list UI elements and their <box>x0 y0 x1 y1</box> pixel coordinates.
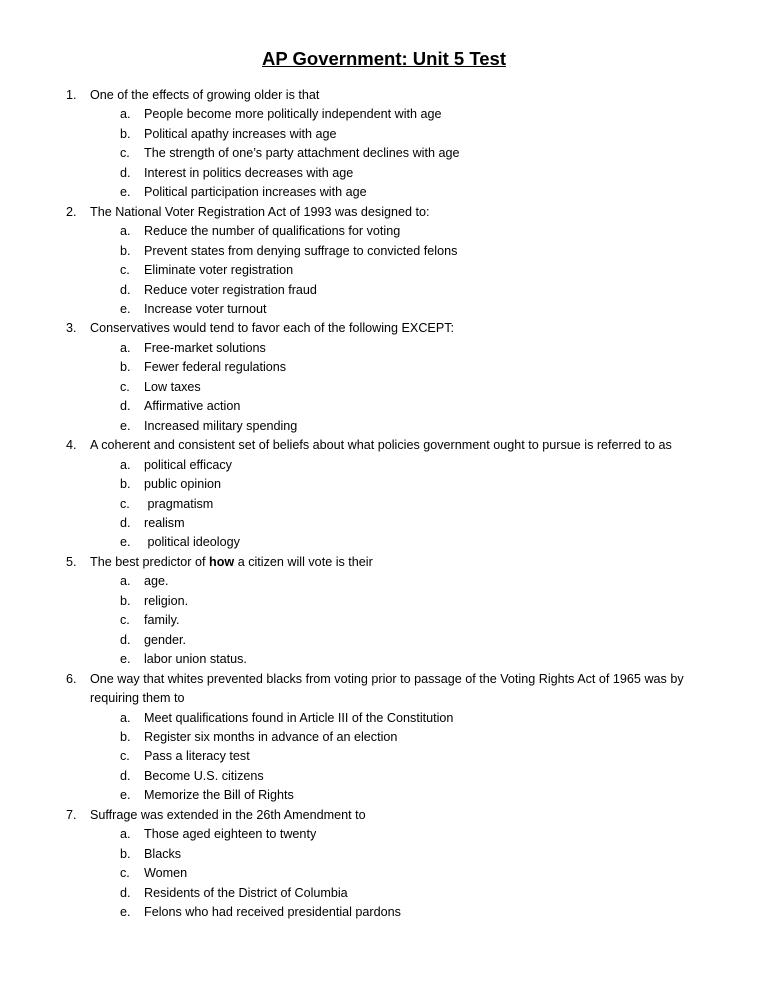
answer-choice <box>120 358 726 377</box>
question-number: 1. <box>66 88 77 102</box>
question-number: 6. <box>66 671 77 686</box>
choice-letter: d. <box>120 768 131 783</box>
choice-text: Register six months in advance of an election <box>144 729 398 744</box>
choice-letter: b. <box>120 846 131 861</box>
question-stem <box>66 86 726 105</box>
choice-text: Interest in politics decreases with age <box>144 165 354 180</box>
choice-text: labor union status. <box>144 652 247 667</box>
choice-text: Felons who had received presidential pardons <box>144 905 401 920</box>
choice-letter: e. <box>120 652 131 667</box>
question-text-emphasis: how <box>209 554 235 569</box>
answer-choices <box>66 222 726 319</box>
choice-letter: b. <box>120 593 131 608</box>
choice-text: Increase voter turnout <box>144 301 267 316</box>
answer-choice <box>120 222 726 241</box>
answer-choice <box>120 125 726 144</box>
answer-choice <box>120 514 726 533</box>
choice-text: Political apathy increases with age <box>144 126 337 141</box>
choice-text: political ideology <box>144 535 240 550</box>
answer-choice <box>120 767 726 786</box>
choice-letter: e. <box>120 788 131 803</box>
answer-choice <box>120 631 726 650</box>
question-stem <box>66 203 726 222</box>
choice-letter: b. <box>120 243 131 258</box>
choice-letter: c. <box>120 613 130 628</box>
choice-letter: c. <box>120 146 130 161</box>
question-5 <box>66 553 726 670</box>
page-title: AP Government: Unit 5 Test <box>262 48 506 69</box>
answer-choice <box>120 845 726 864</box>
choice-letter: d. <box>120 399 131 414</box>
choice-text: Affirmative action <box>144 399 241 414</box>
answer-choice <box>120 747 726 766</box>
answer-choice <box>120 495 726 514</box>
question-text-part: The best predictor of <box>90 554 210 569</box>
answer-choice <box>120 242 726 261</box>
answer-choice <box>120 825 726 844</box>
answer-choices <box>66 709 726 806</box>
choice-text: public opinion <box>144 477 222 492</box>
question-stem <box>66 436 726 455</box>
choice-text: pragmatism <box>144 496 214 511</box>
question-stem <box>66 670 726 709</box>
choice-text: Reduce voter registration fraud <box>144 282 317 297</box>
choice-text: Meet qualifications found in Article III of the Constitution <box>144 710 454 725</box>
choice-letter: c. <box>120 379 130 394</box>
answer-choice <box>120 456 726 475</box>
answer-choices <box>66 456 726 553</box>
answer-choice <box>120 475 726 494</box>
answer-choice <box>120 378 726 397</box>
answer-choice <box>120 281 726 300</box>
answer-choices <box>66 105 726 202</box>
choice-text: Those aged eighteen to twenty <box>144 827 317 842</box>
answer-choice <box>120 728 726 747</box>
choice-text: family. <box>144 613 180 628</box>
choice-letter: a. <box>120 827 131 842</box>
choice-letter: c. <box>120 263 130 278</box>
choice-text: Eliminate voter registration <box>144 263 294 278</box>
choice-letter: d. <box>120 632 131 647</box>
choice-letter: a. <box>120 574 131 589</box>
answer-choice <box>120 339 726 358</box>
choice-letter: b. <box>120 729 131 744</box>
answer-choice <box>120 105 726 124</box>
answer-choice <box>120 786 726 805</box>
choice-text: Pass a literacy test <box>144 749 250 764</box>
choice-letter: e. <box>120 905 131 920</box>
answer-choice <box>120 709 726 728</box>
question-number: 2. <box>66 204 77 219</box>
question-number: 4. <box>66 438 77 453</box>
choice-letter: d. <box>120 515 131 530</box>
choice-letter: b. <box>120 126 131 141</box>
choice-letter: c. <box>120 496 130 511</box>
answer-choice <box>120 650 726 669</box>
question-4 <box>66 436 726 553</box>
choice-letter: a. <box>120 457 131 472</box>
question-7 <box>66 806 726 923</box>
question-stem <box>66 553 726 572</box>
question-text <box>90 553 726 572</box>
choice-text: realism <box>144 515 185 530</box>
question-text-part: a citizen will vote is their <box>234 554 373 569</box>
choice-text: People become more politically independent with age <box>144 107 442 122</box>
question-list <box>66 86 726 922</box>
choice-letter: c. <box>120 749 130 764</box>
choice-text: gender. <box>144 632 187 647</box>
answer-choice <box>120 183 726 202</box>
choice-text: The strength of one’s party attachment declines with age <box>144 146 460 161</box>
question-number: 5. <box>66 554 77 569</box>
choice-letter: c. <box>120 866 130 881</box>
question-stem <box>66 806 726 825</box>
answer-choice <box>120 572 726 591</box>
answer-choice <box>120 397 726 416</box>
question-1 <box>66 86 726 203</box>
choice-text: Free-market solutions <box>144 340 266 355</box>
answer-choice <box>120 164 726 183</box>
answer-choices <box>66 825 726 922</box>
question-3 <box>66 319 726 436</box>
choice-letter: d. <box>120 165 131 180</box>
choice-letter: e. <box>120 185 131 200</box>
choice-letter: a. <box>120 710 131 725</box>
choice-text: Reduce the number of qualifications for voting <box>144 224 401 239</box>
question-text: Suffrage was extended in the 26th Amendment to <box>90 807 366 822</box>
choice-text: Memorize the Bill of Rights <box>144 788 294 803</box>
choice-letter: e. <box>120 418 131 433</box>
choice-letter: b. <box>120 360 131 375</box>
choice-text: religion. <box>144 593 189 608</box>
choice-text: Fewer federal regulations <box>144 360 287 375</box>
answer-choice <box>120 533 726 552</box>
question-text: Conservatives would tend to favor each of the following EXCEPT: <box>90 321 455 336</box>
question-number: 7. <box>66 807 77 822</box>
answer-choice <box>120 611 726 630</box>
answer-choice <box>120 144 726 163</box>
answer-choice <box>120 300 726 319</box>
choice-letter: a. <box>120 340 131 355</box>
question-text: A coherent and consistent set of beliefs about what policies government ought to pursue is referred to as <box>90 438 672 453</box>
question-text: One way that whites prevented blacks from voting prior to passage of the Voting Rights Act of 1965 was by requiring them to <box>90 671 684 706</box>
question-6 <box>66 670 726 806</box>
answer-choice <box>120 903 726 922</box>
choice-letter: e. <box>120 535 131 550</box>
choice-text: Become U.S. citizens <box>144 768 264 783</box>
choice-text: political efficacy <box>144 457 232 472</box>
choice-letter: b. <box>120 477 131 492</box>
answer-choices <box>66 572 726 669</box>
choice-letter: a. <box>120 107 131 122</box>
question-2 <box>66 203 726 320</box>
choice-text: Low taxes <box>144 379 201 394</box>
answer-choices <box>66 339 726 436</box>
question-stem <box>66 319 726 338</box>
choice-letter: e. <box>120 301 131 316</box>
choice-text: age. <box>144 574 169 589</box>
answer-choice <box>120 261 726 280</box>
answer-choice <box>120 417 726 436</box>
choice-letter: d. <box>120 282 131 297</box>
answer-choice <box>120 884 726 903</box>
choice-letter: d. <box>120 885 131 900</box>
choice-text: Political participation increases with age <box>144 185 367 200</box>
choice-text: Women <box>144 866 188 881</box>
choice-text: Increased military spending <box>144 418 298 433</box>
choice-letter: a. <box>120 224 131 239</box>
answer-choice <box>120 864 726 883</box>
question-text: The National Voter Registration Act of 1993 was designed to: <box>90 204 430 219</box>
question-number: 3. <box>66 321 77 336</box>
choice-text: Blacks <box>144 846 182 861</box>
answer-choice <box>120 592 726 611</box>
choice-text: Prevent states from denying suffrage to convicted felons <box>144 243 458 258</box>
question-text: One of the effects of growing older is that <box>90 88 320 102</box>
choice-text: Residents of the District of Columbia <box>144 885 348 900</box>
